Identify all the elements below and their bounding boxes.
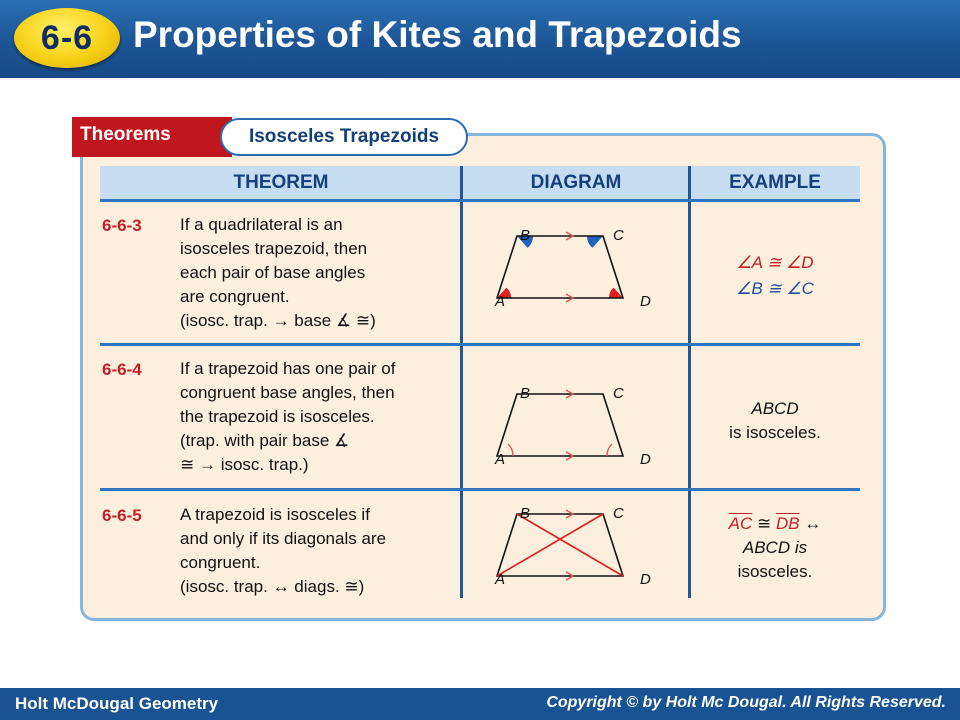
example-line — [690, 512, 860, 536]
diagonal-ac — [497, 514, 603, 576]
segment-ac: $\overline{AC}$ — [728, 514, 753, 533]
theorem-line: congruent base angles, then — [180, 383, 395, 402]
footer-copyright: Copyright © by Holt Mc Dougal. All Rights Reserved. — [546, 694, 946, 711]
footer-publisher: Holt McDougal Geometry — [15, 694, 219, 713]
page-title: Properties of Kites and Trapezoids — [133, 14, 742, 55]
vertex-label-d: D — [640, 571, 651, 588]
theorem-line: A trapezoid is isosceles if — [180, 505, 370, 524]
angle-c-marker — [587, 236, 603, 248]
congruent-symbol: ≅ — [757, 514, 772, 533]
row-divider — [100, 488, 860, 491]
header-bar — [0, 0, 960, 78]
theorem-id: 6-6-5 — [102, 506, 142, 525]
example-line: ABCD is — [742, 538, 808, 557]
theorems-tab: Theorems — [72, 117, 232, 157]
theorem-statement — [180, 357, 460, 477]
theorem-reason: (trap. with pair base ∡ — [180, 431, 350, 450]
trapezoid-diagram-angles — [480, 218, 680, 318]
header-divider — [100, 199, 860, 202]
column-header-theorem: THEOREM — [100, 166, 462, 199]
vertex-label-b: B — [520, 505, 531, 522]
example-line: isosceles. — [737, 562, 813, 581]
vertex-label-c: C — [613, 505, 624, 522]
example-text — [690, 397, 860, 445]
theorem-reason: ≅ → isosc. trap.) — [180, 455, 309, 474]
vertex-label-d: D — [640, 451, 651, 468]
theorem-line: and only if its diagonals are — [180, 529, 387, 548]
vertex-label-d: D — [640, 293, 651, 310]
row-divider — [100, 343, 860, 346]
example-red-angles: ∠A ≅ ∠D — [736, 253, 814, 272]
theorem-id: 6-6-4 — [102, 360, 142, 379]
vertex-label-c: C — [613, 227, 624, 244]
trapezoid-shape — [497, 394, 623, 456]
vertex-label-b: B — [520, 385, 531, 402]
iff-arrow: ↔ — [804, 514, 822, 533]
theorem-reason: (isosc. trap. → base ∡ ≅) — [180, 311, 376, 330]
theorem-id: 6-6-3 — [102, 216, 142, 235]
trapezoid-diagram-isosceles — [480, 376, 680, 476]
theorem-line: If a trapezoid has one pair of — [180, 359, 396, 378]
column-header-example: EXAMPLE — [690, 166, 860, 199]
trapezoid-shape — [497, 514, 623, 576]
column-header-diagram: DIAGRAM — [462, 166, 690, 199]
theorem-line: congruent. — [180, 553, 261, 572]
vertex-label-a: A — [495, 451, 506, 468]
angle-a-arc — [508, 444, 513, 456]
theorem-reason: (isosc. trap. ↔ diags. ≅) — [180, 577, 365, 596]
diagonal-bd — [517, 514, 623, 576]
lesson-badge — [14, 8, 120, 68]
vertex-label-a: A — [495, 293, 506, 310]
lesson-number: 6-6 — [40, 19, 94, 57]
theorem-line: isosceles trapezoid, then — [180, 239, 368, 258]
example-text — [690, 512, 860, 584]
example-line: is isosceles. — [729, 423, 821, 442]
theorem-line: each pair of base angles — [180, 263, 366, 282]
theorem-statement — [180, 213, 460, 333]
theorem-line: the trapezoid is isosceles. — [180, 407, 375, 426]
trapezoid-diagram-diagonals — [480, 496, 680, 596]
column-divider — [460, 166, 463, 598]
segment-db: $\overline{DB}$ — [775, 514, 800, 533]
angle-d-arc — [607, 444, 612, 456]
vertex-label-c: C — [613, 385, 624, 402]
vertex-label-b: B — [520, 227, 531, 244]
example-line: ABCD — [751, 399, 799, 418]
theorem-line: If a quadrilateral is an — [180, 215, 343, 234]
theorem-statement — [180, 503, 460, 599]
theorem-line: are congruent. — [180, 287, 290, 306]
topic-tab: Isosceles Trapezoids — [220, 118, 468, 156]
footer-bar — [0, 688, 960, 720]
vertex-label-a: A — [495, 571, 506, 588]
example-blue-angles: ∠B ≅ ∠C — [736, 279, 814, 298]
trapezoid-shape — [497, 236, 623, 298]
